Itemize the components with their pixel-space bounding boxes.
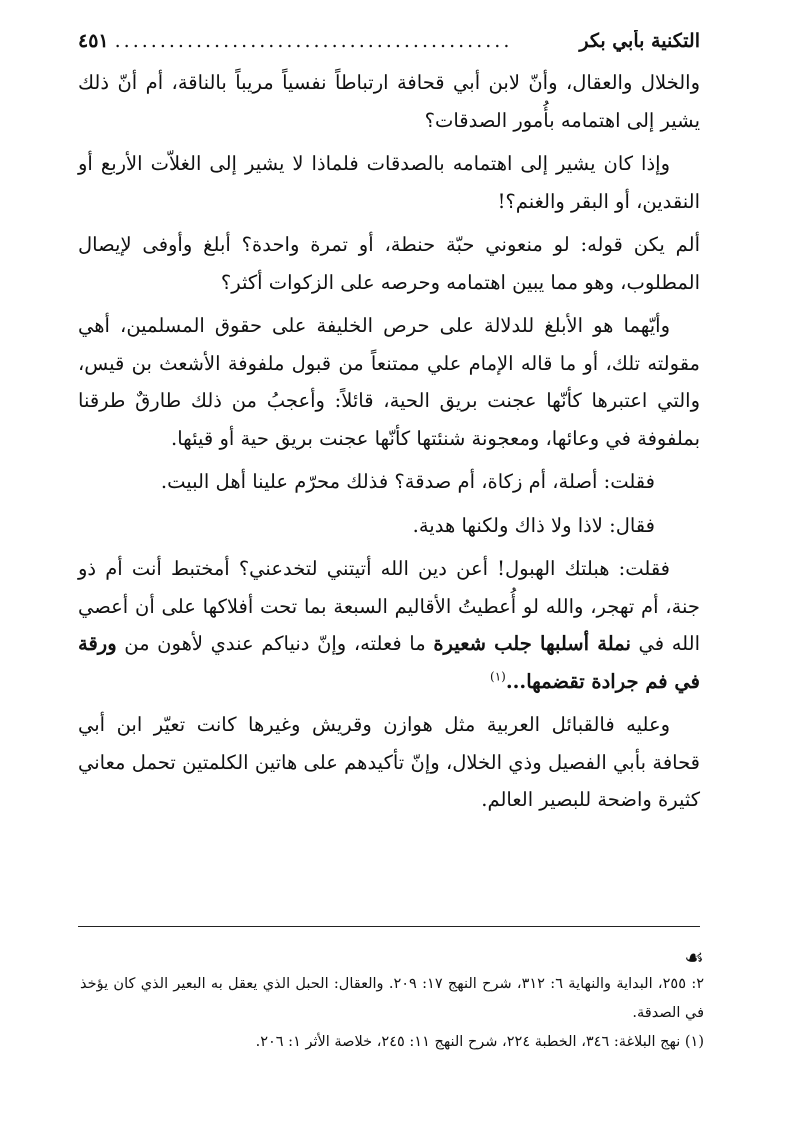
page-number: ٤٥١ (78, 30, 109, 52)
paragraph-7-bold-1: نملة أسلبها جلب شعيرة (433, 632, 631, 655)
paragraph-2: وإذا كان يشير إلى اهتمامه بالصدقات فلماذا لا يشير إلى الغلاّت الأربع أو النقدين، أو البقر والغنم؟! (78, 152, 700, 213)
quote-line-1: فقلت: أصلة، أم زكاة، أم صدقة؟ فذلك محرّم علينا أهل البيت. (160, 470, 655, 493)
paragraph-7-text-mid: ما فعلته، وإنّ دنياكم عندي لأهون من (116, 632, 434, 655)
paragraph-8: وعليه فالقبائل العربية مثل هوازن وقريش وغيرها كانت تعيّر ابن أبي قحافة بأبي الفصيل وذي الخلال، وإنّ تأكيدهم على هاتين الكلمتين تحمل معاني كثيرة واضحة للبصير العالم. (78, 713, 700, 811)
header-title: التكنية بأبي بكر (579, 30, 700, 52)
paragraph-7 (78, 550, 700, 700)
footnote-separator (78, 926, 700, 927)
quote-line-2: فقال: لاذا ولا ذاك ولكنها هدية. (412, 513, 655, 537)
footnote-ref-1[interactable]: (١) (490, 669, 506, 683)
header-leader-dots: ............................................ (114, 30, 513, 52)
main-text (78, 64, 700, 819)
footnote-ornament-icon: ☙ (684, 946, 704, 971)
running-header (78, 30, 700, 64)
footnote-1: (١) نهج البلاغة: ٣٤٦، الخطبة ٢٢٤، شرح النهج ١١: ٢٤٥، خلاصة الأثر ١: ٢٠٦. (255, 1034, 704, 1050)
page-content (78, 30, 700, 825)
paragraph-7-bold-2: ورقة في فم جرادة تقضمها... (78, 632, 700, 693)
paragraph-4: وأيّهما هو الأبلغ للدلالة على حرص الخليفة على حقوق المسلمين، أهي مقولته تلك، أو ما قاله الإمام علي ممتنعاً من قبول ملفوفة الأشعث بن قيس، والتي اعتبرها كأنّها عجنت بريق الحية، قائلاً: وأعجبُ من ذلك طارقٌ طرقنا بملفوفة في وعائها، ومعجونة شنئتها كأنّها عجنت بريق حية أو قيئها. (78, 314, 700, 450)
paragraph-1: والخلال والعقال، وأنّ لابن أبي قحافة ارتباطاً نفسياً مريباً بالناقة، أم أنّ ذلك يشير إلى اهتمامه بأُمور الصدقات؟ (78, 71, 700, 132)
footnote-continued: ٢: ٢٥٥، البداية والنهاية ٦: ٣١٢، شرح النهج ١٧: ٢٠٩. والعقال: الحبل الذي يعقل به البعير الذي كان يؤخذ في الصدقة. (80, 976, 704, 1021)
paragraph-7-text: فقلت: هبلتك الهبول! أعن دين الله أتيتني لتخدعني؟ أمختبط أنت أم ذو جنة، أم تهجر، والله لو أُعطيتُ الأقاليم السبعة بما تحت أفلاكها على أن أعصي الله في (78, 557, 700, 655)
paragraph-3: ألم يكن قوله: لو منعوني حبّة حنطة، أو تمرة واحدة؟ أبلغ وأوفى لإيصال المطلوب، وهو مما يبين اهتمامه وحرصه على الزكوات أكثر؟ (78, 233, 700, 294)
footnotes (80, 970, 704, 1057)
